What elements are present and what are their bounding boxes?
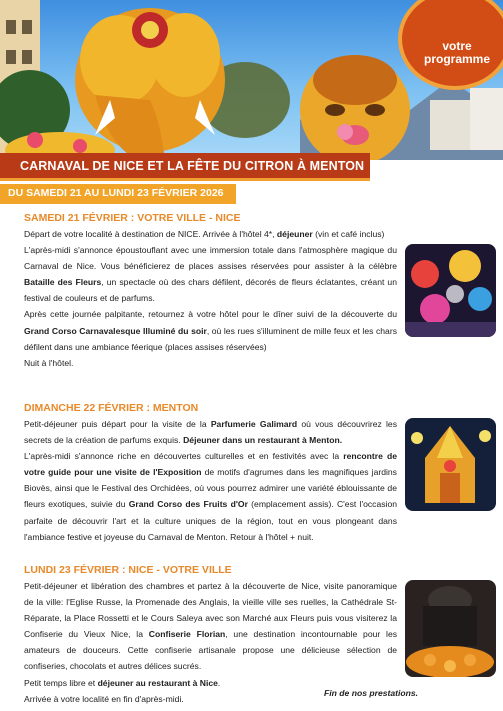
- text-run: , une destination incontournable pour les amateurs de douceurs. Cette confiserie artisanale propose une délicieuse sélection de confiseries, chocolats et autres délices sucrés.: [24, 629, 398, 672]
- paragraph: [24, 306, 397, 354]
- footer-note: Fin de nos prestations.: [324, 688, 419, 698]
- paragraph: [24, 242, 397, 306]
- dates-banner: [0, 184, 236, 204]
- bold-text-run: Parfumerie Galimard: [210, 419, 298, 429]
- text-run: Petit-déjeuner puis départ pour la visite de la: [24, 419, 211, 429]
- carnival-night-photo: [405, 244, 496, 337]
- trip-dates: DU SAMEDI 21 AU LUNDI 23 FÉVRIER 2026: [8, 187, 224, 199]
- text-run: L'après-midi s'annonce riche en découvertes culturelles et en festivités avec la: [24, 451, 344, 462]
- day-1-title: SAMEDI 21 FÉVRIER : VOTRE VILLE - NICE: [24, 212, 241, 224]
- confiserie-photo: [405, 580, 496, 677]
- text-run: Petit temps libre et: [24, 677, 98, 688]
- text-run: Arrivée à votre localité en fin d'après-midi.: [24, 693, 184, 704]
- day-2-title: DIMANCHE 22 FÉVRIER : MENTON: [24, 402, 199, 414]
- bold-text-run: Confiserie Florian: [148, 629, 226, 640]
- text-run: , un spectacle où des chars défilent, décorés de fleurs éclatantes, créant un festival de couleurs et de parfums.: [24, 277, 397, 304]
- day-3-title: LUNDI 23 FÉVRIER : NICE - VOTRE VILLE: [24, 564, 232, 576]
- page-title: CARNAVAL DE NICE ET LA FÊTE DU CITRON À MENTON: [20, 159, 365, 173]
- bold-text-run: Grand Corso Carnavalesque Illuminé du soir: [24, 325, 207, 336]
- badge-line-2: programme: [423, 52, 491, 66]
- lemon-festival-photo: [405, 418, 496, 511]
- text-run: où vous découvrirez les secrets de la création de parfums exquis.: [24, 419, 397, 446]
- text-run: .: [217, 677, 221, 688]
- bold-text-run: Bataille des Fleurs: [24, 277, 102, 288]
- paragraph: [24, 448, 397, 545]
- text-run: (vin et café inclus): [312, 229, 385, 239]
- text-run: , où les rues s'illuminent de mille feux et les chars défilent dans une ambiance féerique (places assises réservées): [24, 325, 397, 352]
- text-run: Nuit à l'hôtel.: [24, 357, 74, 368]
- paragraph: [24, 355, 397, 371]
- day-3-section: [24, 564, 397, 707]
- day-2-body: [24, 416, 397, 545]
- day-2-section: [24, 402, 397, 545]
- title-banner: [0, 153, 370, 181]
- text-run: Départ de votre localité à destination de NICE. Arrivée à l'hôtel 4*,: [24, 229, 277, 239]
- paragraph: [24, 578, 397, 675]
- text-run: Petit-déjeuner et libération des chambres et partez à la découverte de Nice, visite panoramique de la ville: l'Eglise Russe, la Promenade des Anglais, la vieille ville ses ruelles, la Cathédrale St- Réparate, la Place Rossetti et le Cours Saleya avec son Marché aux Fleurs puis vous visiterez la Confiserie du Vieux Nice, la: [24, 581, 397, 640]
- bold-text-run: rencontre de votre guide pour une visite de l'Exposition: [24, 451, 397, 478]
- text-run: L'après-midi s'annonce époustouflant avec une immersion totale dans l'atmosphère magique du Carnaval de Nice. Vous bénéficierez de places assises réservées pour assister à la célèbre: [24, 245, 397, 272]
- day-1-body: [24, 226, 397, 371]
- bold-text-run: Grand Corso des Fruits d'Or: [128, 499, 248, 510]
- text-run: de motifs d'agrumes dans les magnifiques jardins Biovès, ainsi que le Festival des Orchidées, où vous pourrez admirer une variété éblouissante de fleurs exotiques, suivie du: [24, 467, 397, 510]
- paragraph: [24, 416, 397, 448]
- bold-text-run: déjeuner au restaurant à Nice: [97, 677, 218, 688]
- bold-text-run: déjeuner: [276, 229, 313, 239]
- text-run: (emplacement assis). C'est l'occasion parfaite de découvrir l'art et la culture uniques de la région, tout en vous plongeant dans l'ambiance festive et joyeuse du Carnaval de Menton. Retour à l'hôtel + nuit.: [24, 499, 397, 542]
- day-1-section: [24, 212, 397, 371]
- bold-text-run: Déjeuner dans un restaurant à Menton.: [183, 435, 343, 446]
- paragraph: [24, 226, 397, 242]
- text-run: Après cette journée palpitante, retournez à votre hôtel pour le dîner suivi de la découverte du: [24, 309, 397, 320]
- badge-line-1: votre: [442, 39, 472, 53]
- hero-image: [0, 0, 503, 160]
